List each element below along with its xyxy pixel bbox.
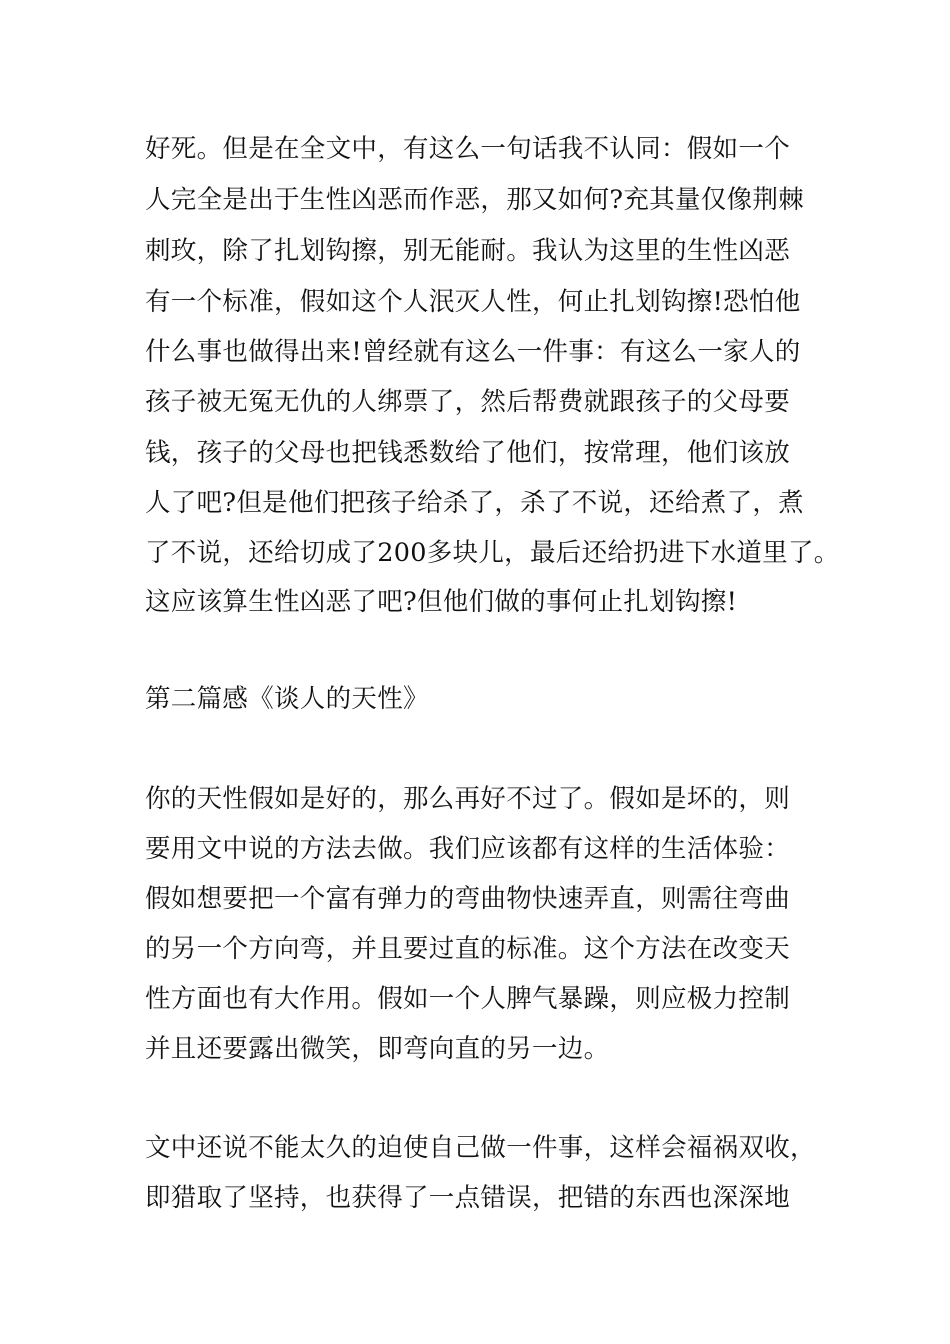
paragraph-1-line-4: 有一个标准，假如这个人泯灭人性，何止扎划钩擦!恐怕他 [145,287,801,317]
paragraph-2-line-6: 并且还要露出微笑，即弯向直的另一边。 [145,1034,610,1064]
paragraph-1-line-10: 这应该算生性凶恶了吧?但他们做的事何止扎划钩擦! [145,587,738,617]
paragraph-1-line-2: 人完全是出于生性凶恶而作恶，那又如何?充其量仅像荆棘 [145,185,804,215]
paragraph-3-line-1: 文中还说不能太久的迫使自己做一件事，这样会福祸双收， [145,1133,816,1163]
paragraph-2-line-5: 性方面也有大作用。假如一个人脾气暴躁，则应极力控制 [145,984,791,1014]
section-heading: 第二篇感《谈人的天性》 [145,684,429,714]
paragraph-2-line-3: 假如想要把一个富有弹力的弯曲物快速弄直，则需往弯曲 [145,884,791,914]
paragraph-1-line-1: 好死。但是在全文中，有这么一句话我不认同：假如一个 [145,134,791,164]
paragraph-1-line-7: 钱，孩子的父母也把钱悉数给了他们，按常理，他们该放 [145,438,791,468]
paragraph-1-line-3: 刺玫，除了扎划钩擦，别无能耐。我认为这里的生性凶恶 [145,236,791,266]
paragraph-1-line-8: 人了吧?但是他们把孩子给杀了，杀了不说，还给煮了，煮 [145,488,804,518]
paragraph-2-line-2: 要用文中说的方法去做。我们应该都有这样的生活体验： [145,834,791,864]
paragraph-2-line-1: 你的天性假如是好的，那么再好不过了。假如是坏的，则 [145,784,791,814]
paragraph-1-line-5: 什么事也做得出来!曾经就有这么一件事：有这么一家人的 [145,337,801,367]
paragraph-2-line-4: 的另一个方向弯，并且要过直的标准。这个方法在改变天 [145,934,791,964]
paragraph-1-line-6: 孩子被无冤无仇的人绑票了，然后帮费就跟孩子的父母要 [145,387,791,417]
paragraph-1-line-9: 了不说，还给切成了200多块儿，最后还给扔进下水道里了。 [145,538,840,568]
paragraph-3-line-2: 即猎取了坚持，也获得了一点错误，把错的东西也深深地 [145,1183,791,1213]
